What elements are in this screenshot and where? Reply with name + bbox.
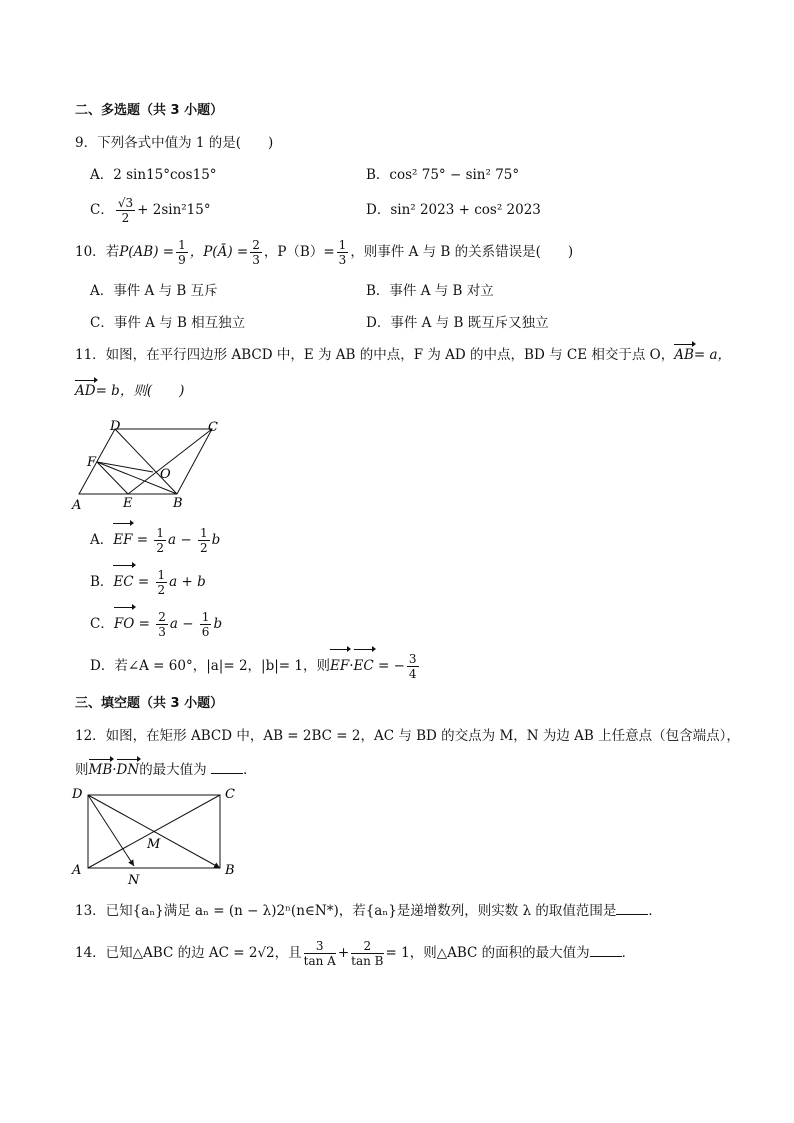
label-m: M bbox=[147, 837, 161, 852]
q9-option-d[interactable] bbox=[366, 200, 541, 220]
label-a: A bbox=[72, 863, 82, 878]
question-9-stem: 9．下列各式中值为 1 的是( ) bbox=[75, 135, 274, 151]
q11-option-d[interactable]: D．若∠A = 60°，|a|= 2，|b|= 1，则EF·EC = − $\frac{3}{4}$ bbox=[90, 652, 417, 681]
label-c: C bbox=[225, 787, 235, 802]
question-12-stem-2: 则MB·DN的最大值为 ． bbox=[75, 762, 257, 778]
question-14-stem: 14．已知△ABC 的边 AC = 2√2，且 $\frac{3}{\text{tan A}}$ + $\frac{2}{\text{tan B}}$ = 1，则△ABC 的面积的最大值为 ． bbox=[75, 939, 636, 968]
q11-option-a[interactable]: A．EF = $\frac{1}{2}$ a − $\frac{1}{2}$ b bbox=[90, 526, 221, 555]
q9-option-d-expr: sin² 2023 + cos² 2023 bbox=[390, 202, 541, 218]
q9-option-c-rest: + 2sin²15° bbox=[137, 202, 211, 218]
q9-option-b-expr: cos² 75° − sin² 75° bbox=[389, 167, 520, 183]
section-3-title: 三、填空题（共 3 小题） bbox=[75, 696, 224, 711]
q9-option-a[interactable] bbox=[90, 165, 217, 185]
q9-option-c[interactable] bbox=[90, 194, 211, 226]
q10-option-c[interactable]: C．事件 A 与 B 相互独立 bbox=[90, 315, 246, 331]
question-10-stem: 10．若P(AB) = $\frac{1}{9}$ ，P(Ā) = $\frac{2}{3}$ ，P（B）= $\frac{1}{3}$ ，则事件 A 与 B 的关系错误是( ) bbox=[75, 238, 574, 267]
label-e: E bbox=[123, 496, 133, 511]
q9-option-b[interactable] bbox=[366, 165, 519, 185]
question-12-stem: 12．如图，在矩形 ABCD 中，AB = 2BC = 2，AC 与 BD 的交点为 M，N 为边 AB 上任意点（包含端点）， bbox=[75, 728, 740, 744]
q9-option-a-label: A． bbox=[90, 167, 114, 183]
label-b: B bbox=[173, 496, 183, 511]
question-11-stem-2: AD= b，则( ) bbox=[75, 383, 185, 399]
segment-ec bbox=[128, 429, 212, 494]
q11-option-c[interactable]: C．FO = $\frac{2}{3}$ a − $\frac{1}{6}$ b bbox=[90, 610, 223, 639]
q10-option-d[interactable]: D．事件 A 与 B 既互斥又独立 bbox=[366, 315, 549, 331]
label-o: O bbox=[160, 467, 171, 482]
q12-rectangle-figure bbox=[70, 784, 250, 888]
q9-option-c-label: C． bbox=[90, 202, 114, 218]
q9-option-d-label: D． bbox=[366, 202, 391, 218]
q10-option-b[interactable]: B．事件 A 与 B 对立 bbox=[366, 283, 494, 299]
q13-answer-blank[interactable] bbox=[616, 902, 648, 915]
label-d: D bbox=[72, 787, 83, 802]
label-b: B bbox=[225, 863, 235, 878]
label-c: C bbox=[208, 420, 218, 435]
q10-option-a[interactable]: A．事件 A 与 B 互斥 bbox=[90, 283, 218, 299]
label-n: N bbox=[128, 873, 140, 888]
label-d: D bbox=[110, 419, 121, 434]
label-a: A bbox=[72, 498, 82, 513]
label-f: F bbox=[87, 455, 97, 470]
q12-answer-blank[interactable] bbox=[211, 761, 243, 774]
q9-option-a-expr: 2 sin15°cos15° bbox=[113, 167, 217, 183]
q11-option-b[interactable]: B．EC = $\frac{1}{2}$ a + b bbox=[90, 568, 206, 597]
q11-parallelogram-figure bbox=[70, 417, 230, 517]
q9-option-c-fraction: $\frac{√3}{2}$ bbox=[117, 196, 134, 225]
section-2-title: 二、多选题（共 3 小题） bbox=[75, 103, 224, 118]
question-11-stem: 11．如图，在平行四边形 ABCD 中，E 为 AB 的中点，F 为 AD 的中点，BD 与 CE 相交于点 O，AB= a， bbox=[75, 347, 732, 363]
question-13-stem: 13．已知{aₙ}满足 aₙ = (n − λ)2ⁿ(n∈N*)，若{aₙ}是递增数列，则实数 λ 的取值范围是 ． bbox=[75, 903, 662, 919]
q14-answer-blank[interactable] bbox=[590, 944, 622, 957]
segment-db bbox=[115, 429, 177, 494]
q9-option-b-label: B． bbox=[366, 167, 390, 183]
